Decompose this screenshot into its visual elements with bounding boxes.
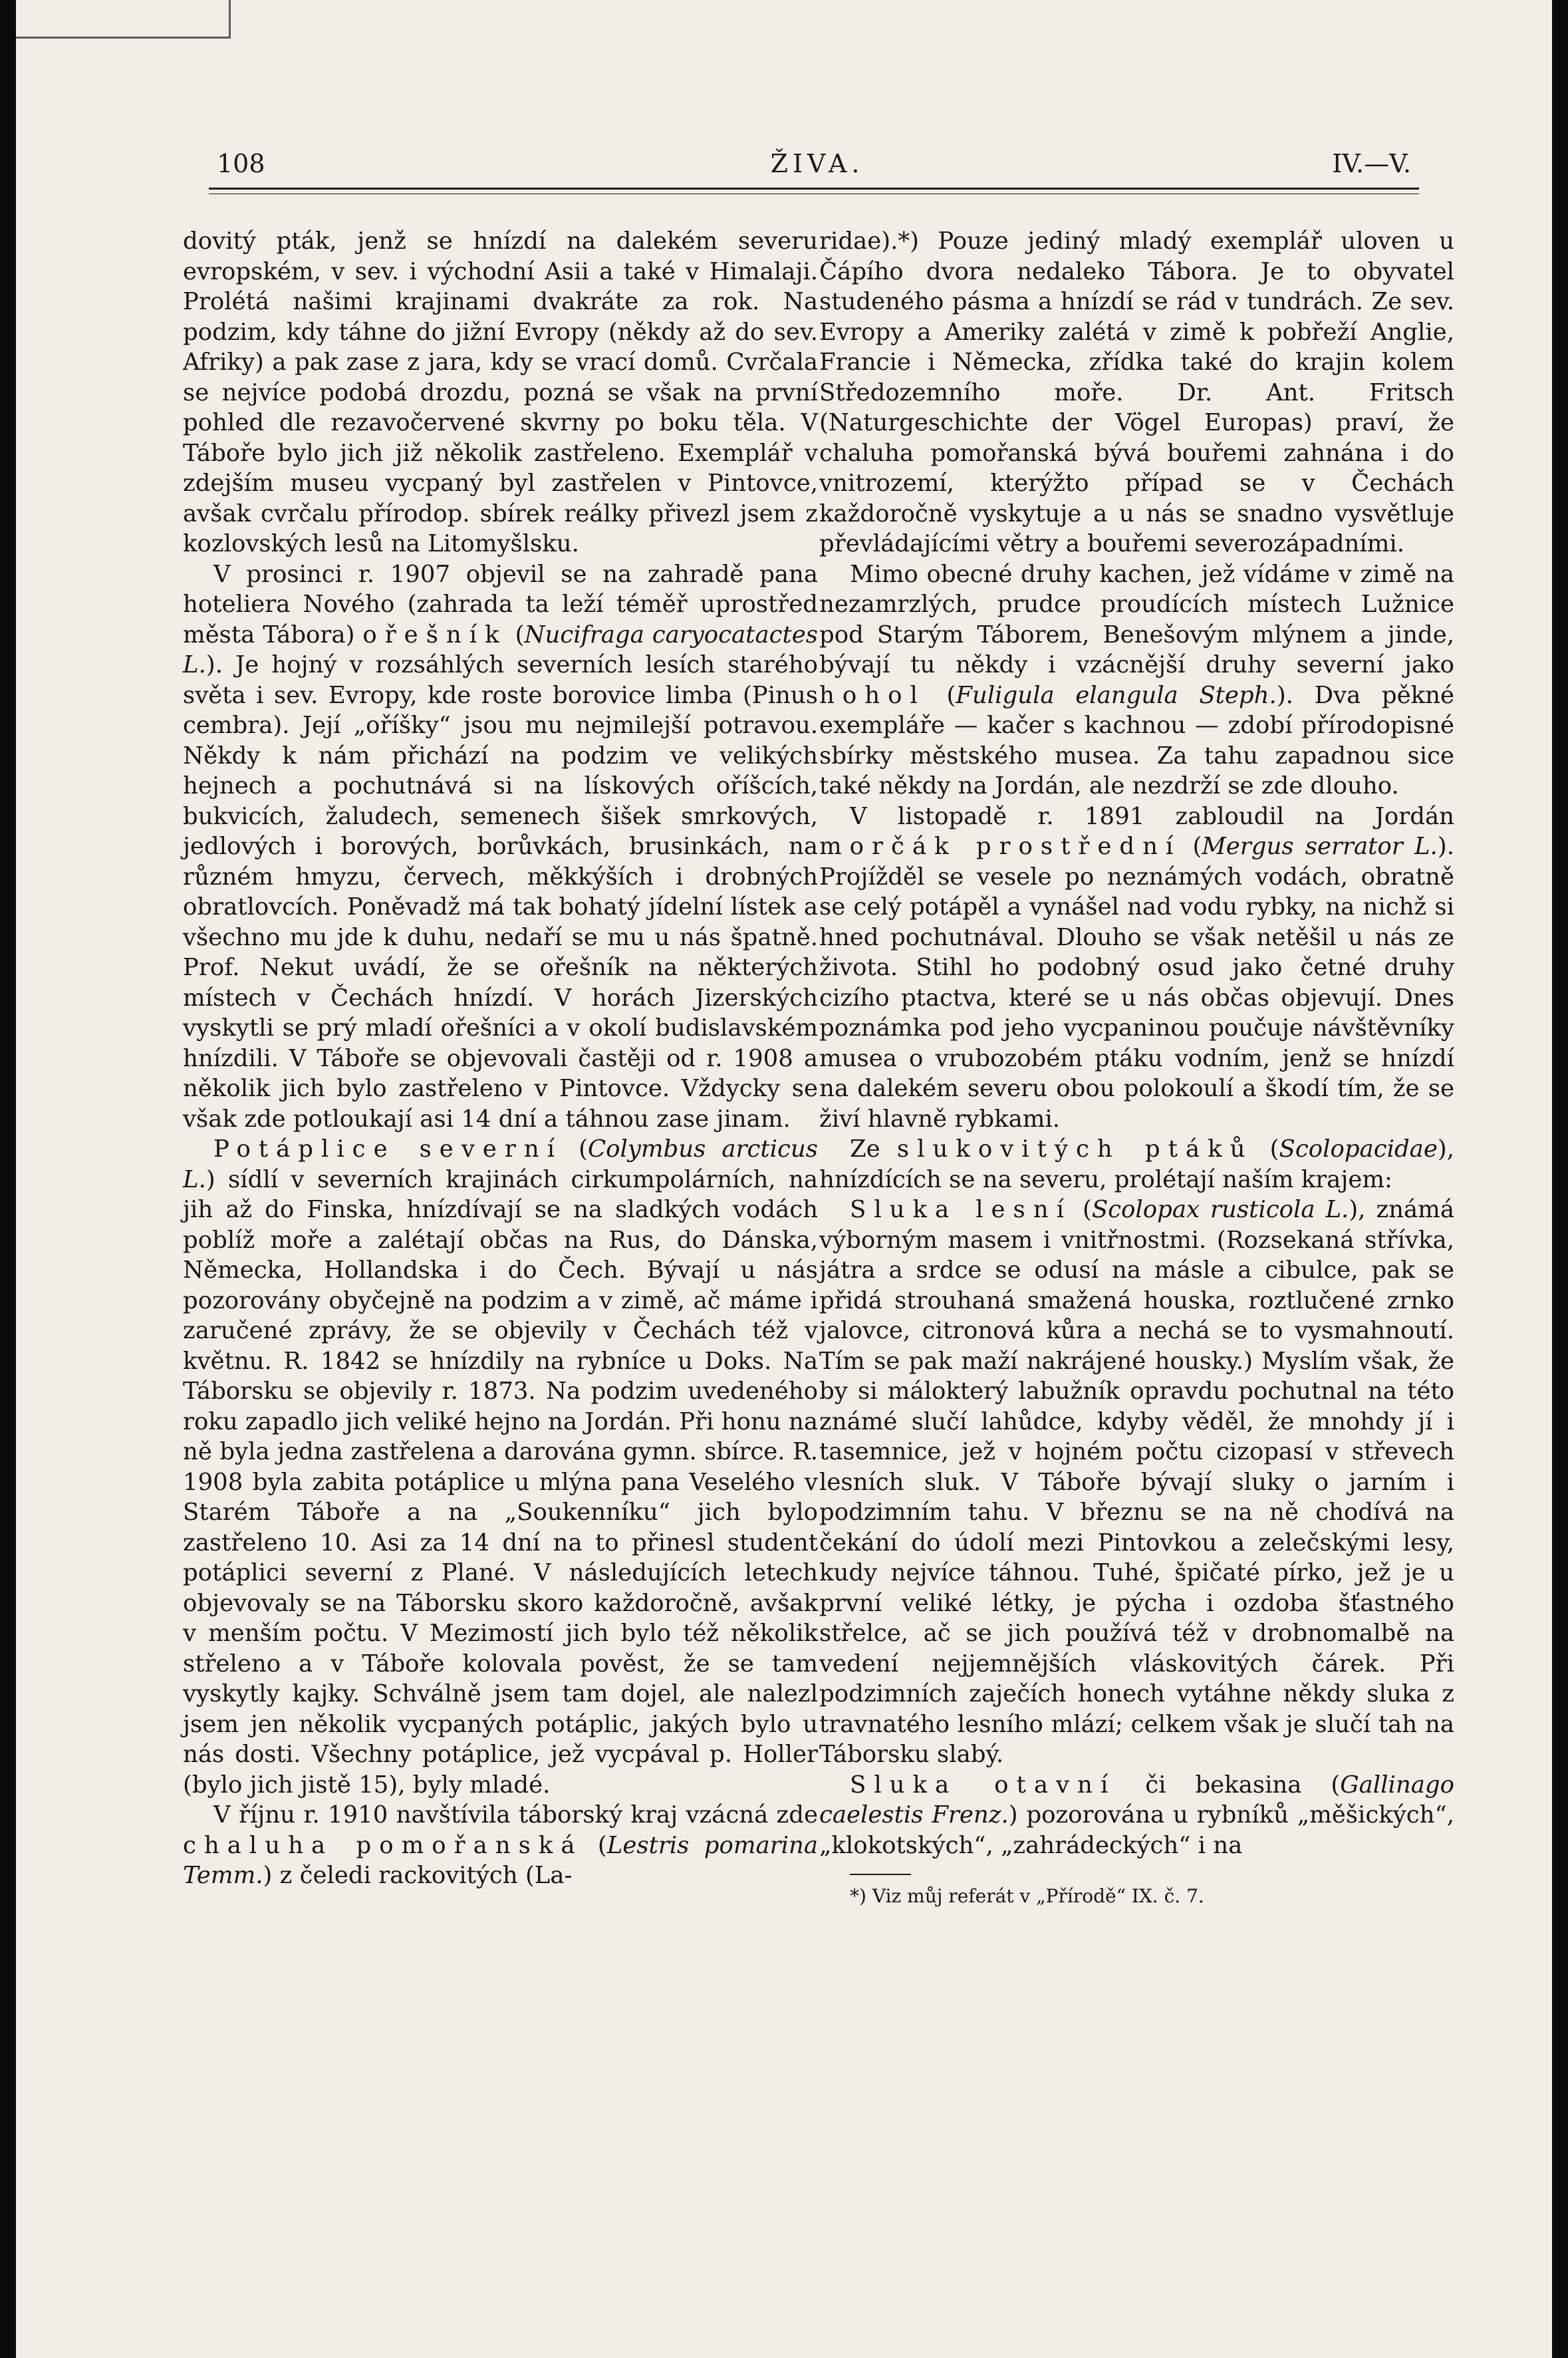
footnote: *) Viz můj referát v „Přírodě“ IX. č. 7.	[850, 1885, 1204, 1907]
header-rule	[209, 188, 1419, 194]
paragraph: V říjnu r. 1910 navštívila táborský kraj vzácná zde chaluha pomořanská (Lestris pomarina Temm.) z čeledi rackovitých (La-	[183, 1801, 819, 1889]
page-header	[209, 140, 1426, 186]
paragraph: V prosinci r. 1907 objevil se na zahradě pana hoteliera Nového (zahrada ta leží téměř uprostřed města Tábora) ořešník (Nucifraga caryocatactes L.). Je hojný v rozsáhlých severních lesích starého světa i sev. Evropy, kde roste borovice limba (Pinus cembra). Její „oříšky“ jsou mu nejmilejší potravou. Někdy k nám přichází na podzim ve velikých hejnech a pochutnává si na lískových oříšcích, bukvicích, žaludech, semenech šišek smrkových, jedlových i borových, borůvkách, brusinkách, na různém hmyzu, červech, měkkýších i drobných obratlovcích. Poněvadž má tak bohatý jídelní lístek a všechno mu jde k duhu, nedaří se mu u nás špatně. Prof. Nekut uvádí, že se ořešník na některých místech v Čechách hnízdí. V horách Jizerských vyskytli se prý mladí ořešníci a v okolí budislavském hnízdili. V Táboře se objevovali častěji od r. 1908 a několik jich bylo zastřeleno v Pintovce. Vždycky se však zde potloukají asi 14 dní a táhnou zase jinam.	[183, 560, 818, 1133]
paragraph: Sluka lesní (Scolopax rusticola L.), známá výborným masem i vnitřnostmi. (Rozsekaná střívka, játra a srdce se odusí na másle a cibulce, pak se přidá strouhaná smažená houska, roztlučené zrnko jalovce, citronová kůra a nechá se to vysmahnoutí. Tím se pak maží nakrájené housky.) Myslím však, že by si málokterý labužník opravdu pochutnal na této známé slučí lahůdce, kdyby věděl, že mnohdy jí i tasemnice, jež v hojném počtu cizopasí v střevech lesních sluk. V Táboře bývají sluky o jarním i podzimním tahu. V březnu se na ně chodívá na čekání do údolí mezi Pintovkou a zelečskými lesy, kudy nejvíce táhnou. Tuhé, špičaté pírko, jež je u první veliké létky, je pýcha i ozdoba šťastného střelce, ač se jich používá též v drobnomalbě na vedení nejjemnějších vláskovitých čárek. Při podzimních zaječích honech vytáhne někdy sluka z travnatého lesního mlází; celkem však je slučí tah na Táborsku slabý.	[819, 1196, 1455, 1768]
paragraph: Sluka otavní či bekasina (Gallinago caelestis Frenz.) pozorována u rybníků „měšických“, „klokotských“, „zahrádeckých“ i na	[819, 1771, 1454, 1859]
scan-corner-mark	[16, 0, 231, 39]
paragraph: Ze slukovitých ptáků (Scolopacidae), hnízdících se na severu, prolétají naším krajem:	[819, 1135, 1454, 1193]
right-column	[819, 226, 1454, 1908]
issue-number: IV.—V.	[1332, 149, 1411, 178]
journal-title: ŽIVA.	[770, 149, 864, 178]
page-number: 108	[217, 149, 265, 178]
paragraph: Mimo obecné druhy kachen, jež vídáme v zimě na nezamrzlých, prudce proudících místech Lužnice pod Starým Táborem, Benešovým mlýnem a jinde, bývají tu někdy i vzácnější druhy severní jako hohol (Fuligula elangula Steph.). Dva pěkné exempláře — kačer s kachnou — zdobí přírodopisné sbírky městského musea. Za tahu zapadnou sice také někdy na Jordán, ale nezdrží se zde dlouho.	[819, 560, 1454, 800]
scanned-page	[16, 0, 1552, 2358]
paragraph: ridae).*) Pouze jediný mladý exemplář uloven u Čápího dvora nedaleko Tábora. Je to obyvatel studeného pásma a hnízdí se rád v tundrách. Ze sev. Evropy a Ameriky zalétá v zimě k pobřeží Anglie, Francie i Německa, zřídka také do krajin kolem Středozemního moře. Dr. Ant. Fritsch (Naturgeschichte der Vögel Europas) praví, že chaluha pomořanská bývá bouřemi zahnána i do vnitrozemí, kterýžto případ se v Čechách každoročně vyskytuje a u nás se snadno vysvětluje převládajícími větry a bouřemi severozápadními.	[819, 227, 1454, 557]
paragraph: V listopadě r. 1891 zabloudil na Jordán morčák prostřední (Mergus serrator L.). Projížděl se vesele po neznámých vodách, obratně se celý potápěl a vynášel nad vodu rybky, na nichž si hned pochutnával. Dlouho se však netěšil u nás ze života. Stihl ho podobný osud jako četné druhy cizího ptactva, které se u nás občas objevují. Dnes poznámka pod jeho vycpaninou poučuje návštěvníky musea o vrubozobém ptáku vodním, jenž se hnízdí na dalekém severu obou polokoulí a škodí tím, že se živí hlavně rybkami.	[819, 802, 1454, 1133]
footnote-rule	[850, 1874, 911, 1875]
left-column	[183, 226, 818, 1891]
paragraph: Potáplice severní (Colymbus arcticus L.) sídlí v severních krajinách cirkumpolárních, na jih až do Finska, hnízdívají se na sladkých vodách poblíž moře a zalétají občas na Rus, do Dánska, Německa, Hollandska i do Čech. Bývají u nás pozorovány obyčejně na podzim a v zimě, ač máme i zaručené zprávy, že se objevily v Čechách též v květnu. R. 1842 se hnízdily na rybníce u Doks. Na Táborsku se objevily r. 1873. Na podzim uvedeného roku zapadlo jich veliké hejno na Jordán. Při honu na ně byla jedna zastřelena a darována gymn. sbírce. R. 1908 byla zabita potáplice u mlýna pana Veselého v Starém Táboře a na „Soukenníku“ jich bylo zastřeleno 10. Asi za 14 dní na to přinesl student potáplici severní z Plané. V následujících letech objevovaly se na Táborsku skoro každoročně, avšak v menším počtu. V Mezimostí jich bylo též několik střeleno a v Táboře kolovala pověst, že se tam vyskytly kajky. Schválně jsem tam dojel, ale nalezl jsem jen několik vycpaných potáplic, jakých bylo u nás dosti. Všechny potáplice, jež vycpával p. Holler (bylo jich jistě 15), byly mladé.	[183, 1135, 818, 1799]
paragraph: dovitý pták, jenž se hnízdí na dalekém severu evropském, v sev. i východní Asii a také v Himalaji. Prolétá našimi krajinami dvakráte za rok. Na podzim, kdy táhne do jižní Evropy (někdy až do sev. Afriky) a pak zase z jara, kdy se vrací domů. Cvrčala se nejvíce podobá drozdu, pozná se však na první pohled dle rezavočervené skvrny po boku těla. V Táboře bylo jich již několik zastřeleno. Exemplář v zdejším museu vycpaný byl zastřelen v Pintovce, avšak cvrčalu přírodop. sbírek reálky přivezl jsem z kozlovských lesů na Litomyšlsku.	[183, 227, 818, 557]
